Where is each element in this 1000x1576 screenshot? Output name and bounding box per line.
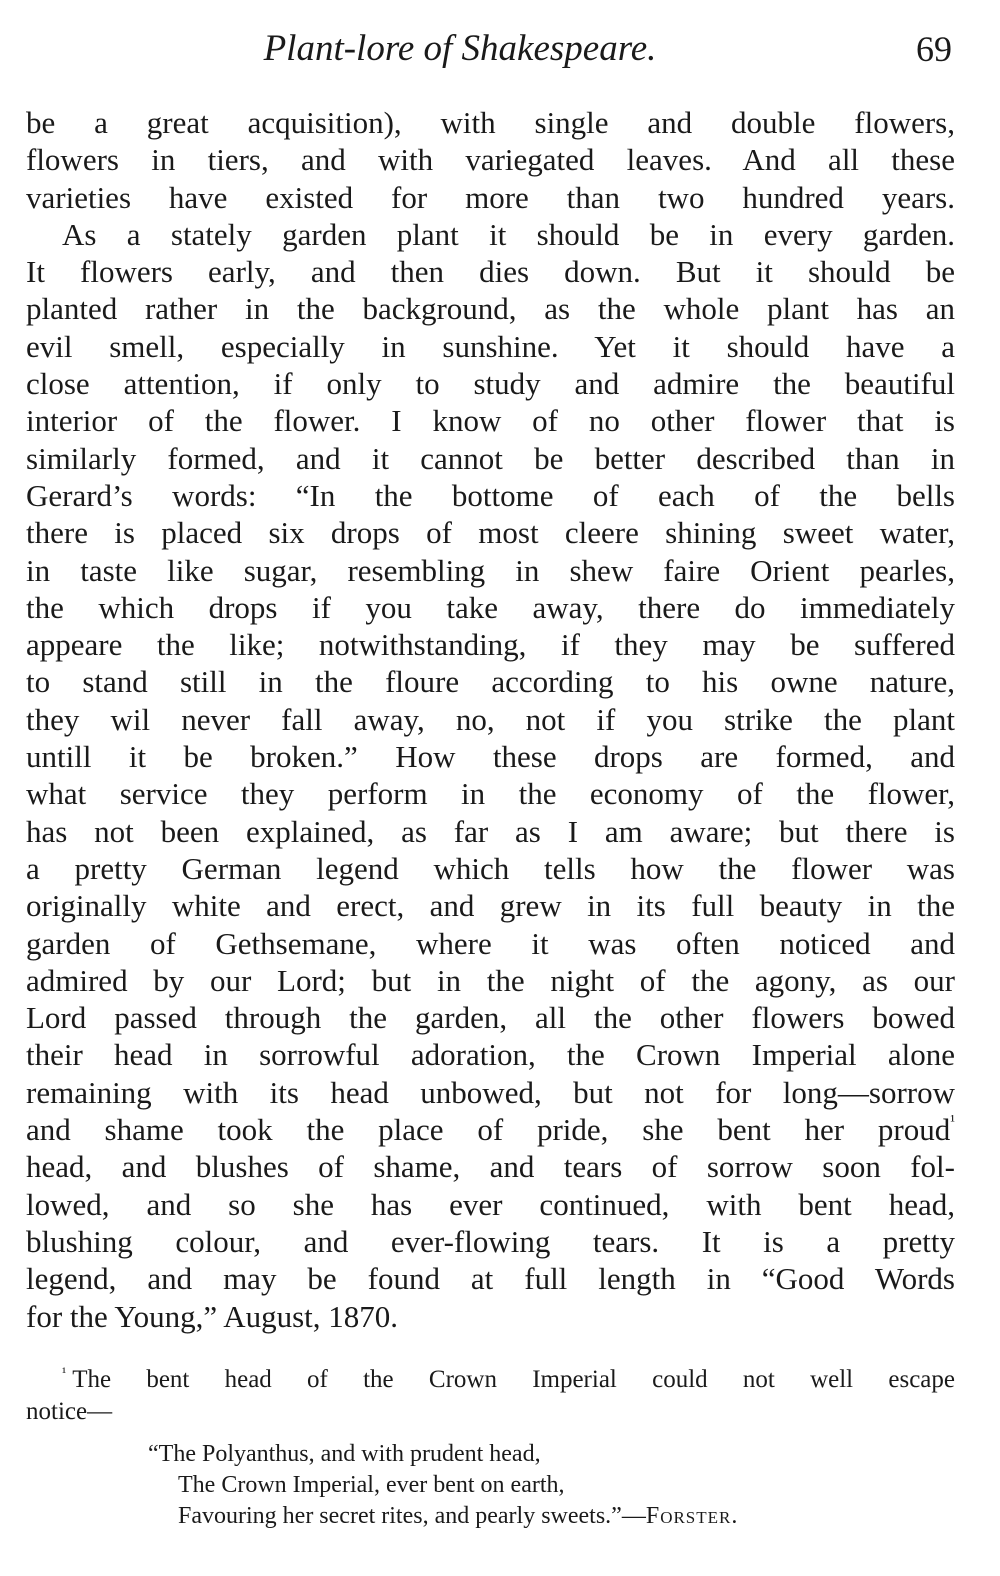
text-line: in taste like sugar, resembling in shew faire Orient pearles,: [26, 552, 955, 588]
text-line: evil smell, especially in sunshine. Yet it should have a: [26, 328, 955, 364]
text-line: remaining with its head unbowed, but not for long—sorrow: [26, 1074, 955, 1110]
text-line: blushing colour, and ever-flowing tears. It is a pretty: [26, 1223, 955, 1259]
text-line: a pretty German legend which tells how the flower was: [26, 850, 955, 886]
text-line: flowers in tiers, and with variegated leaves. And all these: [26, 142, 955, 178]
page-number: 69: [916, 29, 952, 69]
text-line: their head in sorrowful adoration, the Crown Imperial alone: [26, 1037, 955, 1073]
quote-line-attribution: [148, 1501, 738, 1532]
text-line: interior of the flower. I know of no other flower that is: [26, 403, 955, 439]
text-line: It flowers early, and then dies down. But it should be: [26, 254, 955, 290]
text-line: planted rather in the background, as the whole plant has an: [26, 291, 955, 327]
text-line: similarly formed, and it cannot be better described than in: [26, 440, 955, 476]
footnote-marker: ¹: [62, 1366, 67, 1381]
text-line: untill it be broken.” How these drops are formed, and: [26, 739, 955, 775]
text-line: to stand still in the floure according to his owne nature,: [26, 664, 955, 700]
text-line: admired by our Lord; but in the night of the agony, as our: [26, 962, 955, 998]
text-line: garden of Gethsemane, where it was often noticed and: [26, 925, 955, 961]
text-line: what service they perform in the economy of the flower,: [26, 776, 955, 812]
text-line: originally white and erect, and grew in its full beauty in the: [26, 888, 955, 924]
footnote: [26, 1364, 955, 1428]
footnote-quotation: [148, 1439, 738, 1532]
footnote-reference: ¹: [950, 1113, 955, 1131]
text-line: there is placed six drops of most cleere shining sweet water,: [26, 515, 955, 551]
text-line-content: and shame took the place of pride, she bent her proud: [26, 1112, 951, 1148]
text-line: be a great acquisition), with single and double flowers,: [26, 105, 955, 140]
text-line: close attention, if only to study and admire the beautiful: [26, 366, 955, 402]
text-line: head, and blushes of shame, and tears of sorrow soon fol-: [26, 1149, 955, 1185]
text-line: for the Young,” August, 1870.: [26, 1298, 399, 1334]
text-line: appeare the like; notwithstanding, if they may be suffered: [26, 627, 955, 663]
text-line: Lord passed through the garden, all the other flowers bowed: [26, 1000, 955, 1036]
text-line: legend, and may be found at full length in “Good Words: [26, 1261, 955, 1297]
running-title: Plant-lore of Shakespeare.: [263, 28, 657, 69]
text-line: the which drops if you take away, there do immediately: [26, 589, 955, 625]
footnote-line: notice—: [26, 1398, 113, 1425]
footnote-line: [26, 1364, 955, 1396]
quote-line: The Crown Imperial, ever bent on earth,: [178, 1472, 565, 1498]
text-line: varieties have existed for more than two hundred years.: [26, 179, 955, 215]
body-text: [26, 104, 955, 1335]
text-line: As a stately garden plant it should be in every garden.: [62, 216, 955, 252]
quote-author: Forster.: [645, 1503, 739, 1529]
text-line: Gerard’s words: “In the bottome of each of the bells: [26, 477, 955, 513]
page-header: [0, 24, 1000, 74]
footnote-text: The bent head of the Crown Imperial could not well escape: [72, 1366, 955, 1393]
text-line: lowed, and so she has ever continued, with bent head,: [26, 1186, 955, 1222]
quote-line-text: Favouring her secret rites, and pearly sweets.”—: [178, 1503, 646, 1529]
text-line: they wil never fall away, no, not if you strike the plant: [26, 701, 955, 737]
text-line-with-footnote-ref: [26, 1111, 955, 1148]
text-line: has not been explained, as far as I am aware; but there is: [26, 813, 955, 849]
quote-line: “The Polyanthus, and with prudent head,: [148, 1441, 541, 1467]
